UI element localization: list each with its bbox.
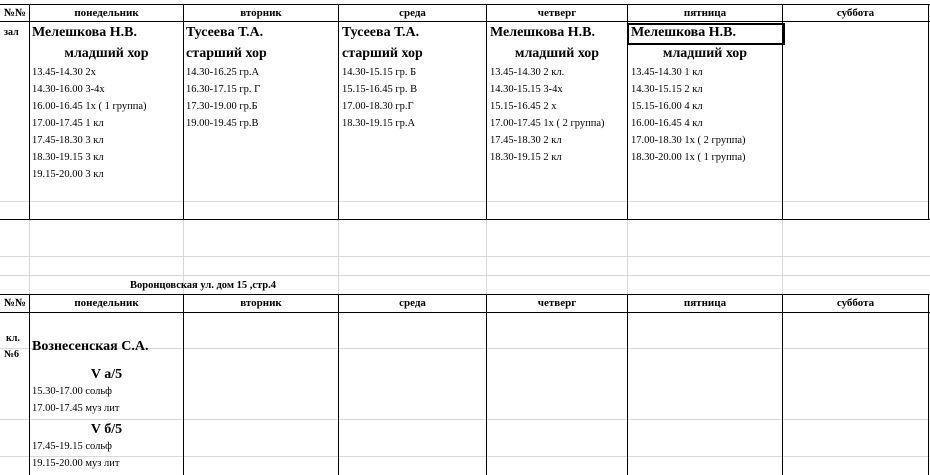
choir-friday[interactable]: младший хор	[662, 46, 748, 61]
slot[interactable]: 13.45-14.30 2х	[32, 67, 96, 78]
slot[interactable]: 14.30-16.00 3-4х	[32, 84, 105, 95]
slot[interactable]: 13.45-14.30 2 кл.	[490, 67, 565, 78]
teacher-thursday[interactable]: Мелешкова Н.В.	[490, 25, 595, 40]
header-thursday[interactable]: четверг	[537, 7, 577, 19]
slot[interactable]: 18.30-20.00 1х ( 1 группа)	[631, 152, 746, 163]
header-tuesday[interactable]: вторник	[240, 7, 282, 19]
teacher-friday[interactable]: Мелешкова Н.В.	[631, 25, 736, 40]
group-2[interactable]: V б/5	[90, 422, 123, 437]
slot[interactable]: 17.00-18.30 1х ( 2 группа)	[631, 135, 746, 146]
slot[interactable]: 17.00-17.45 1 кл	[32, 118, 104, 129]
slot[interactable]: 18.30-19.15 2 кл	[490, 152, 562, 163]
choir-thursday[interactable]: младший хор	[514, 46, 600, 61]
header-saturday[interactable]: суббота	[836, 7, 875, 19]
slot[interactable]: 16.30-17.15 гр. Г	[186, 84, 261, 95]
slot[interactable]: 18.30-19.15 3 кл	[32, 152, 104, 163]
header-no: №№	[3, 7, 27, 19]
header-saturday-2[interactable]: суббота	[836, 297, 875, 309]
header-friday-2[interactable]: пятница	[683, 297, 727, 309]
header-no-2: №№	[3, 297, 27, 309]
group-1[interactable]: V а/5	[90, 367, 123, 382]
slot[interactable]: 15.15-16.45 гр. В	[342, 84, 418, 95]
slot[interactable]: 13.45-14.30 1 кл	[631, 67, 703, 78]
slot[interactable]: 19.15-20.00 3 кл	[32, 169, 104, 180]
slot[interactable]: 17.00-17.45 муз лит	[32, 403, 120, 414]
slot[interactable]: 14.30-15.15 2 кл	[631, 84, 703, 95]
room-label-2a: кл.	[6, 333, 20, 344]
header-wednesday[interactable]: среда	[399, 7, 426, 19]
slot[interactable]: 14.30-16.25 гр.А	[186, 67, 260, 78]
header-friday[interactable]: пятница	[683, 7, 727, 19]
slot[interactable]: 17.45-18.30 2 кл	[490, 135, 562, 146]
teacher-monday[interactable]: Мелешкова Н.В.	[32, 25, 137, 40]
room-label-2b: №6	[4, 349, 20, 360]
choir-tuesday[interactable]: старший хор	[186, 46, 267, 61]
header-wednesday-2[interactable]: среда	[399, 297, 426, 309]
header-monday-2[interactable]: понедельник	[74, 297, 139, 309]
slot[interactable]: 15.15-16.00 4 кл	[631, 101, 703, 112]
teacher-tuesday[interactable]: Тусеева Т.А.	[186, 25, 264, 40]
header-monday[interactable]: понедельник	[74, 7, 139, 19]
slot[interactable]: 14.30-15.15 гр. Б	[342, 67, 417, 78]
slot[interactable]: 17.00-17.45 1х ( 2 группа)	[490, 118, 605, 129]
slot[interactable]: 17.30-19.00 гр.Б	[186, 101, 258, 112]
header-thursday-2[interactable]: четверг	[537, 297, 577, 309]
choir-wednesday[interactable]: старший хор	[342, 46, 423, 61]
slot[interactable]: 16.00-16.45 4 кл	[631, 118, 703, 129]
room-label: зал	[4, 27, 19, 38]
teacher-bottom[interactable]: Вознесенская С.А.	[32, 339, 149, 354]
header-tuesday-2[interactable]: вторник	[240, 297, 282, 309]
slot[interactable]: 17.00-18.30 гр.Г	[342, 101, 414, 112]
slot[interactable]: 19.00-19.45 гр.В	[186, 118, 259, 129]
teacher-wednesday[interactable]: Тусеева Т.А.	[342, 25, 420, 40]
slot[interactable]: 17.45-18.30 3 кл	[32, 135, 104, 146]
choir-monday[interactable]: младший хор	[64, 46, 149, 61]
slot[interactable]: 18.30-19.15 гр.А	[342, 118, 416, 129]
slot[interactable]: 17.45-19.15 сольф	[32, 441, 112, 452]
slot[interactable]: 15.30-17.00 сольф	[32, 386, 112, 397]
slot[interactable]: 15.15-16.45 2 х	[490, 101, 557, 112]
slot[interactable]: 19.15-20.00 муз лит	[32, 458, 120, 469]
address[interactable]: Воронцовская ул. дом 15 ,стр.4	[130, 280, 277, 291]
slot[interactable]: 16.00-16.45 1х ( 1 группа)	[32, 101, 147, 112]
slot[interactable]: 14.30-15.15 3-4х	[490, 84, 563, 95]
